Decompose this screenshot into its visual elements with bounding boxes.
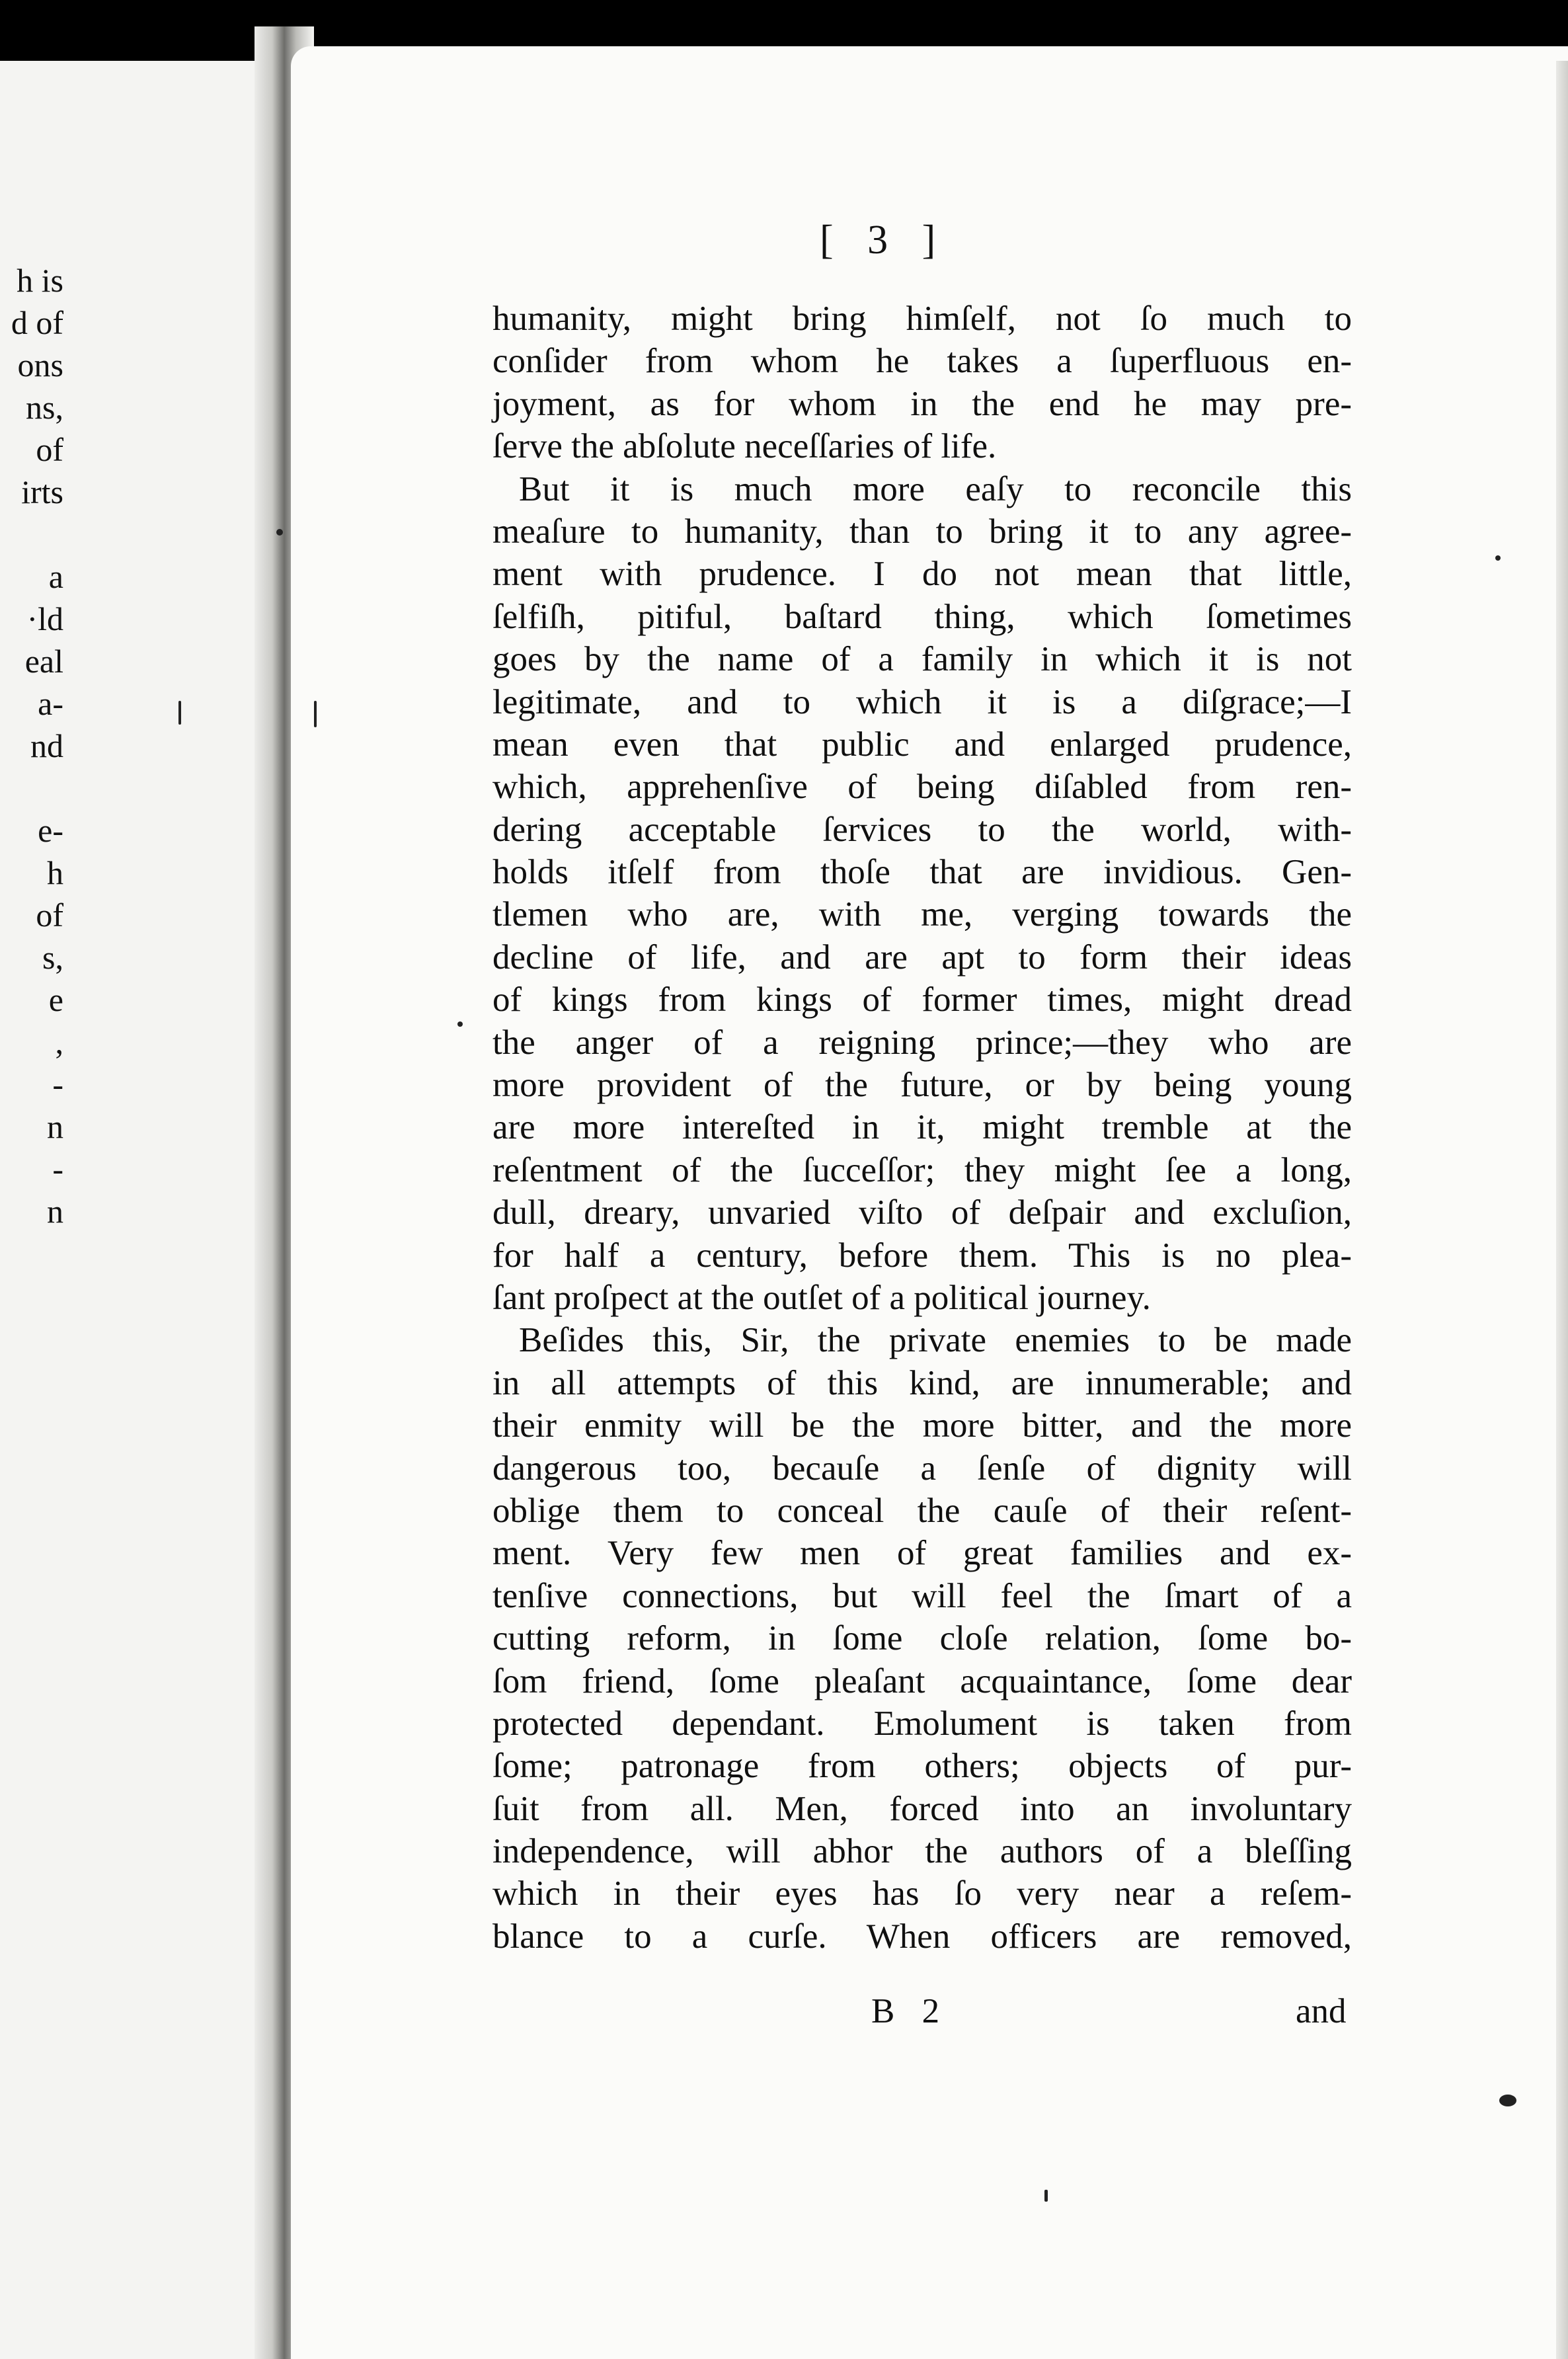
text-line: mean even that public and enlarged prudence, (492, 725, 1352, 764)
text-line: dering acceptable ſervices to the world, with- (492, 810, 1352, 849)
text-line: tlemen who are, with me, verging towards the (492, 895, 1352, 934)
left-page-fragment: e (48, 981, 63, 1018)
left-page-fragment: nd (30, 727, 63, 764)
scan-speck (314, 701, 317, 727)
scan-speck (457, 1021, 463, 1027)
text-line: legitimate, and to which it is a diſgrace;—I (492, 682, 1352, 721)
text-line: meaſure to humanity, than to bring it to any agree- (492, 512, 1352, 551)
text-line: blance to a curſe. When officers are removed, (492, 1917, 1352, 1956)
text-line: ment with prudence. I do not mean that little, (492, 555, 1352, 594)
scan-speck (1499, 2095, 1516, 2106)
text-line: goes by the name of a family in which it is not (492, 640, 1352, 679)
left-page-fragment: h is (17, 262, 63, 299)
left-page-fragment: s, (42, 939, 63, 976)
page-number: [ 3 ] (820, 218, 948, 262)
text-line: dull, dreary, unvaried viſto of deſpair and excluſion, (492, 1193, 1352, 1232)
text-line: Beſides this, Sir, the private enemies to be made (519, 1321, 1352, 1360)
text-line: dangerous too, becauſe a ſenſe of dignity will (492, 1449, 1352, 1488)
text-line: ſelfiſh, pitiful, baſtard thing, which ſometimes (492, 597, 1352, 636)
text-line: humanity, might bring himſelf, not ſo much to (492, 300, 1352, 338)
left-page-fragment: ns, (26, 389, 63, 426)
left-page-fragment: ·ld (26, 600, 63, 637)
left-page-fragment: of (36, 897, 63, 934)
left-page-fragment: - (52, 1066, 63, 1103)
text-line: conſider from whom he takes a ſuperfluous en- (492, 342, 1352, 381)
text-line: tenſive connections, but will feel the ſmart of a (492, 1576, 1352, 1615)
text-line: decline of life, and are apt to form their ideas (492, 938, 1352, 977)
left-page-edge (0, 61, 268, 2359)
left-page-fragment: of (36, 431, 63, 468)
text-line: protected dependant. Emolument is taken from (492, 1704, 1352, 1743)
text-line: ment. Very few men of great families and ex- (492, 1534, 1352, 1573)
left-page-text-fragments (0, 259, 63, 1232)
left-page-fragment: h (47, 854, 63, 891)
text-line: in all attempts of this kind, are innumerable; and (492, 1363, 1352, 1402)
text-line: more provident of the future, or by being young (492, 1066, 1352, 1105)
right-page-edge (1556, 61, 1568, 2359)
scan-speck (276, 529, 283, 536)
left-page-fragment (0, 513, 63, 555)
text-line: oblige them to conceal the cauſe of their reſent- (492, 1491, 1352, 1530)
left-page-fragment: eal (24, 643, 63, 680)
left-page-fragment: - (52, 1150, 63, 1187)
text-line: are more intereſted in it, might tremble at the (492, 1108, 1352, 1147)
text-line: independence, will abhor the authors of a bleſſing (492, 1832, 1352, 1871)
text-line: joyment, as for whom in the end he may pre- (492, 384, 1352, 423)
text-line: for half a century, before them. This is no plea- (492, 1236, 1352, 1275)
text-line: reſentment of the ſucceſſor; they might ſee a long, (492, 1150, 1352, 1189)
text-line: their enmity will be the more bitter, and the more (492, 1406, 1352, 1445)
left-page-fragment: e- (38, 812, 63, 849)
scan-speck (1044, 2190, 1048, 2202)
left-page-fragment: irts (21, 473, 63, 510)
text-line: ſant proſpect at the outſet of a political journey. (492, 1278, 1151, 1317)
text-line: which in their eyes has ſo very near a reſem- (492, 1874, 1352, 1913)
scan-speck (1495, 555, 1501, 561)
body-text (492, 298, 1352, 1958)
catchword: and (1296, 1992, 1347, 2030)
left-page-fragment: ons (17, 346, 63, 383)
text-line: But it is much more eaſy to reconcile this (519, 469, 1352, 508)
left-page-fragment: a (48, 558, 63, 595)
text-line: ſerve the abſolute neceſſaries of life. (492, 427, 997, 466)
text-line: ſome; patronage from others; objects of pur- (492, 1747, 1352, 1786)
left-page-fragment (0, 767, 63, 809)
text-line: cutting reform, in ſome cloſe relation, ſome bo- (492, 1619, 1352, 1658)
text-line: holds itſelf from thoſe that are invidious. Gen- (492, 853, 1352, 892)
left-page-fragment: a- (38, 685, 63, 722)
left-page-fragment: n (47, 1108, 63, 1145)
left-page-fragment: , (55, 1023, 63, 1060)
text-line: ſuit from all. Men, forced into an involuntary (492, 1789, 1352, 1828)
text-line: which, apprehenſive of being diſabled from ren- (492, 768, 1352, 807)
scan-speck (178, 701, 181, 725)
left-page-fragment: n (47, 1193, 63, 1230)
text-line: the anger of a reigning prince;—they who are (492, 1023, 1352, 1062)
signature-mark: B 2 (871, 1992, 949, 2030)
text-line: ſom friend, ſome pleaſant acquaintance, ſome dear (492, 1661, 1352, 1700)
text-line: of kings from kings of former times, might dread (492, 980, 1352, 1020)
left-page-fragment: d of (11, 304, 63, 341)
